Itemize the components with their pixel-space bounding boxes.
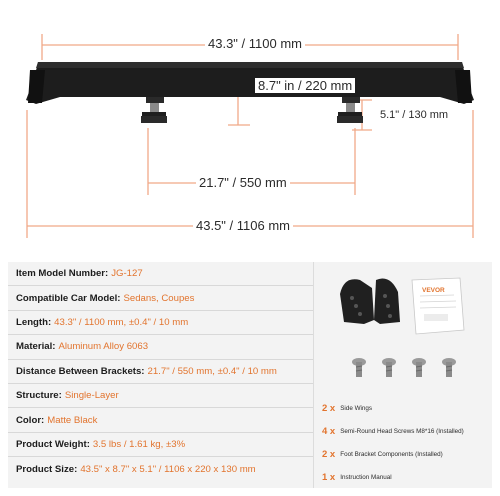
- spec-value: 3.5 lbs / 1.61 kg, ±3%: [92, 438, 186, 450]
- component-qty: 2 x: [322, 403, 336, 414]
- spec-label: Product Size:: [16, 463, 78, 475]
- component-item: [322, 466, 490, 489]
- spec-row-color: [8, 408, 313, 432]
- spec-label: Product Weight:: [16, 438, 90, 450]
- depth-label: 8.7" in / 220 mm: [255, 78, 355, 93]
- overall-length-label: 43.5" / 1106 mm: [193, 218, 293, 233]
- spec-table: [8, 262, 313, 488]
- side-wing-left: [340, 279, 374, 324]
- side-wing-right: [374, 279, 400, 325]
- top-length-label: 43.3" / 1100 mm: [205, 36, 305, 51]
- component-item: [322, 397, 490, 420]
- component-name: Semi-Round Head Screws M8*16 (Installed): [340, 428, 464, 435]
- component-qty: 2 x: [322, 449, 336, 460]
- bracket-height-label: 5.1" / 130 mm: [380, 109, 449, 121]
- component-qty: 4 x: [322, 426, 336, 437]
- spec-value: 21.7" / 550 mm, ±0.4" / 10 mm: [147, 365, 277, 377]
- spec-label: Item Model Number:: [16, 268, 109, 280]
- components-list: [322, 397, 490, 489]
- package-contents: [313, 262, 493, 488]
- screw: [442, 358, 456, 377]
- spec-row-size: [8, 457, 313, 481]
- spec-label: Structure:: [16, 390, 62, 402]
- bracket-distance-label: 21.7" / 550 mm: [196, 175, 290, 190]
- spec-value: Single-Layer: [64, 390, 119, 402]
- spec-label: Compatible Car Model:: [16, 292, 121, 304]
- right-bracket: [337, 97, 363, 123]
- specifications-panel: [8, 262, 492, 488]
- screw: [382, 358, 396, 377]
- spec-value: 43.3" / 1100 mm, ±0.4" / 10 mm: [54, 316, 189, 328]
- spec-label: Material:: [16, 341, 56, 353]
- spec-value: Aluminum Alloy 6063: [58, 341, 149, 353]
- spec-value: Sedans, Coupes: [123, 292, 195, 304]
- spec-label: Color:: [16, 414, 45, 426]
- component-item: [322, 443, 490, 466]
- screw: [352, 358, 366, 377]
- component-item: [322, 420, 490, 443]
- spec-label: Length:: [16, 316, 52, 328]
- spec-row-model: [8, 262, 313, 286]
- screws: [352, 358, 456, 377]
- spec-row-weight: [8, 433, 313, 457]
- spoiler-wing: [26, 62, 474, 104]
- spec-row-structure: [8, 384, 313, 408]
- left-bracket: [141, 97, 167, 123]
- spec-label: Distance Between Brackets:: [16, 365, 145, 377]
- component-name: Side Wings: [340, 405, 373, 412]
- component-name: Foot Bracket Components (Installed): [340, 451, 443, 458]
- spec-row-material: [8, 335, 313, 359]
- spec-value: JG-127: [111, 268, 143, 280]
- spec-row-compatible-car: [8, 286, 313, 310]
- spec-value: Matte Black: [47, 414, 98, 426]
- component-qty: 1 x: [322, 472, 336, 483]
- spec-value: 43.5" x 8.7" x 5.1" / 1106 x 220 x 130 mm: [80, 463, 256, 475]
- spec-row-length: [8, 311, 313, 335]
- component-name: Instruction Manual: [340, 474, 392, 481]
- screw: [412, 358, 426, 377]
- spec-row-bracket-distance: [8, 360, 313, 384]
- manual-brand-text: VEVOR: [422, 287, 445, 294]
- package-contents-illustration: [314, 262, 493, 392]
